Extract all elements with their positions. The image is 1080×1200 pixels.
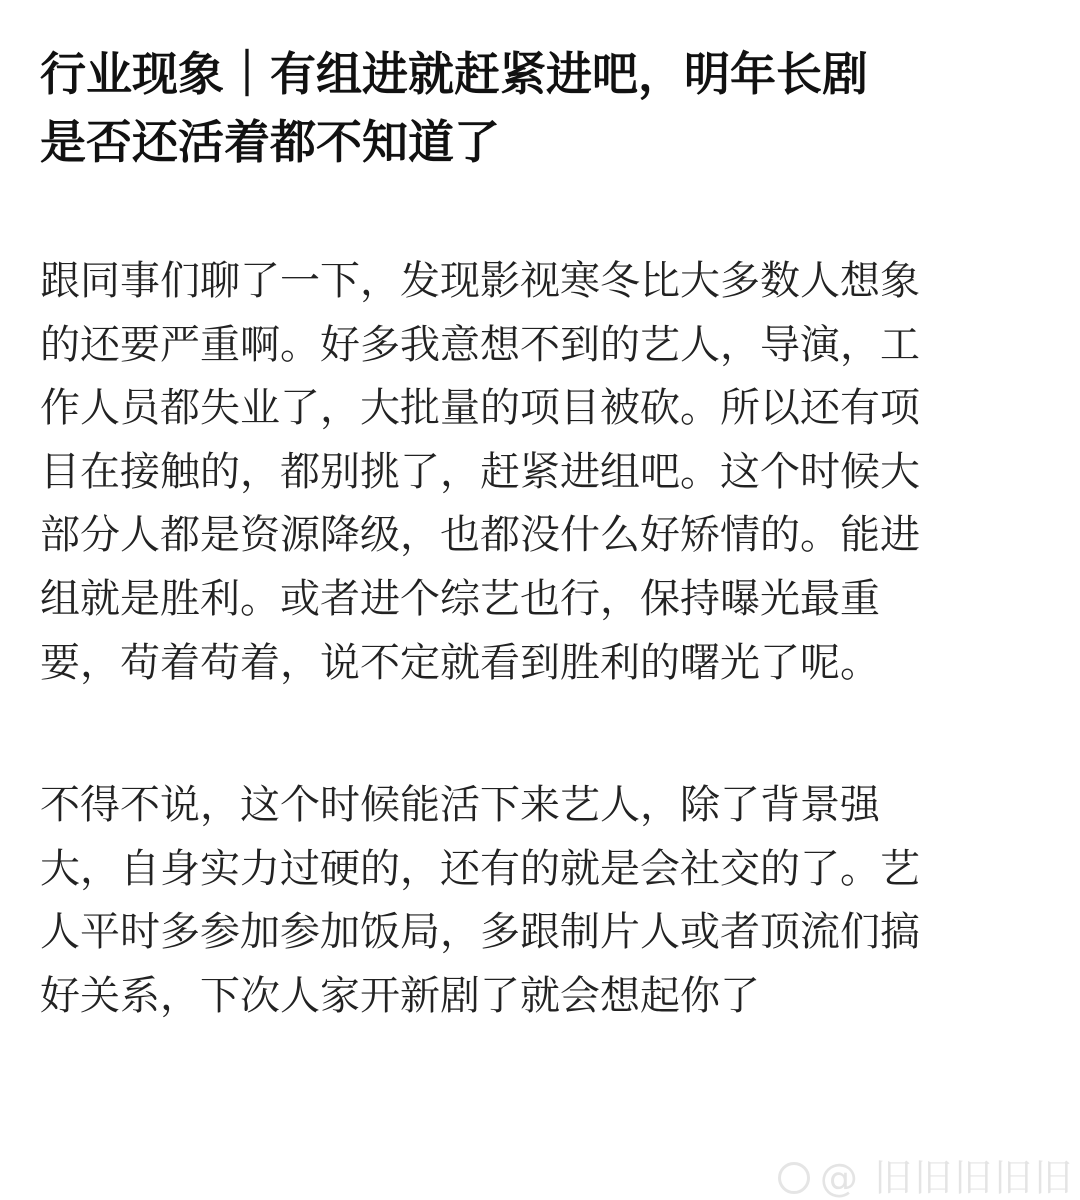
article-title [40, 40, 1040, 176]
paragraph-2 [40, 774, 1040, 1028]
paragraph-1 [40, 250, 1040, 695]
paragraph-1-line-5: 部分人都是资源降级，也都没什么好矫情的。能进 [40, 512, 920, 559]
title-line-2: 是否还活着都不知道了 [40, 115, 500, 169]
paragraph-1-line-1: 跟同事们聊了一下，发现影视寒冬比大多数人想象 [40, 258, 920, 304]
paragraph-1-line-7: 要，苟着苟着，说不定就看到胜利的曙光了呢。 [40, 639, 880, 686]
paragraph-2-line-1: 不得不说，这个时候能活下来艺人，除了背景强 [40, 782, 880, 829]
watermark-logo-icon [778, 1162, 810, 1194]
paragraph-2-line-4: 好关系，下次人家开新剧了就会想起你了 [40, 972, 760, 1019]
paragraph-1-line-3: 作人员都失业了，大批量的项目被砍。所以还有项 [40, 385, 920, 432]
article [40, 40, 1040, 1029]
watermark [774, 1150, 1074, 1200]
title-line-1: 行业现象｜有组进就赶紧进吧，明年长剧 [40, 47, 868, 101]
paragraph-1-line-2: 的还要严重啊。好多我意想不到的艺人，导演，工 [40, 321, 920, 368]
watermark-text: @ 旧旧旧旧旧 [819, 1156, 1074, 1200]
paragraph-1-line-4: 目在接触的，都别挑了，赶紧进组吧。这个时候大 [40, 448, 920, 495]
paragraph-2-line-3: 人平时多参加参加饭局，多跟制片人或者顶流们搞 [40, 909, 920, 956]
paragraph-1-line-6: 组就是胜利。或者进个综艺也行，保持曝光最重 [40, 575, 880, 622]
paragraph-2-line-2: 大，自身实力过硬的，还有的就是会社交的了。艺 [40, 845, 920, 892]
